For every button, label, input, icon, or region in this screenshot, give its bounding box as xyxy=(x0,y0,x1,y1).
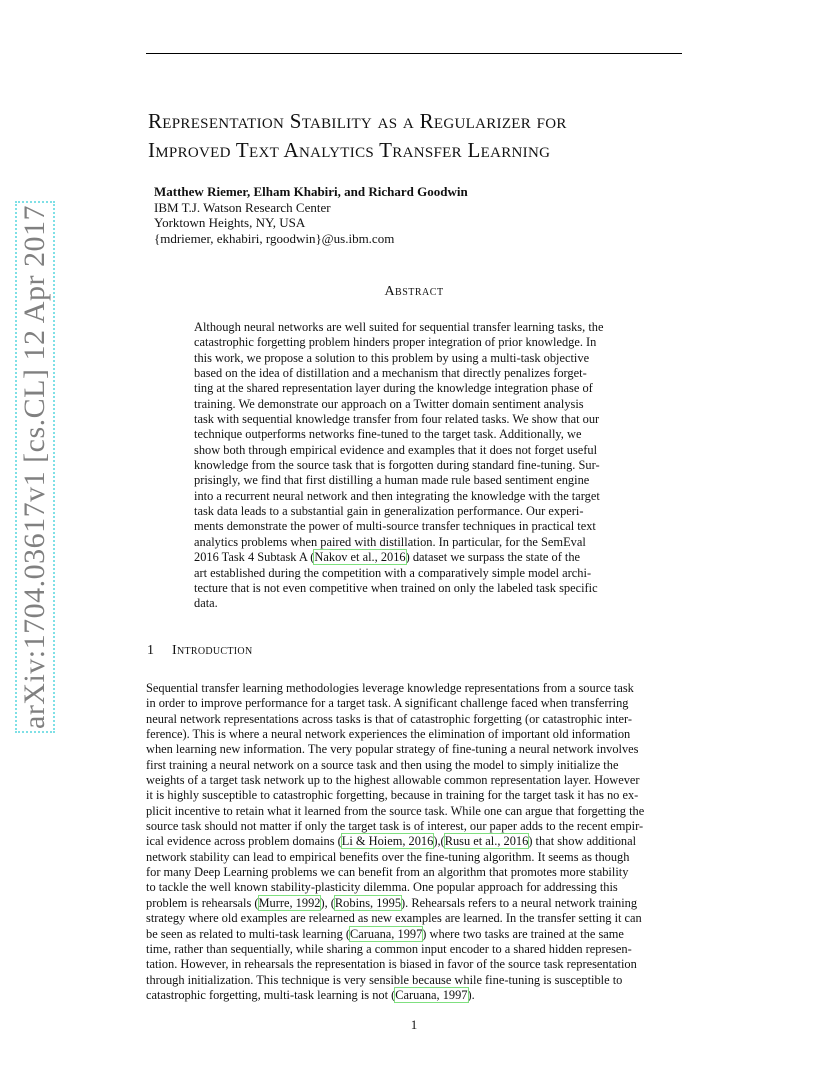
body-text-fragment: ),( xyxy=(433,834,445,849)
abstract-line: task with sequential knowledge transfer from four related tasks. We show that our xyxy=(194,412,600,427)
citation-link-li-hoiem[interactable]: Li & Hoiem, 2016 xyxy=(341,834,434,849)
body-line: in order to improve performance for a target task. A significant challenge faced when transferring xyxy=(146,696,629,711)
citation-link-caruana[interactable]: Caruana, 1997 xyxy=(350,926,423,941)
body-text-fragment: problem is rehearsals ( xyxy=(146,895,259,910)
title-line-1: Representation Stability as a Regularizer for xyxy=(148,109,567,133)
body-line: Sequential transfer learning methodologies leverage knowledge representations from a source task xyxy=(146,681,634,695)
abstract-line-tail: ) dataset we surpass the state of the xyxy=(405,550,581,565)
abstract-line: this work, we propose a solution to this problem by using a multi-task objective xyxy=(194,350,590,365)
author-location: Yorktown Heights, NY, USA xyxy=(154,215,306,230)
citation-link-nakov[interactable]: Nakov et al., 2016 xyxy=(314,550,406,565)
body-line-with-citations xyxy=(146,896,686,911)
body-line: to tackle the well known stability-plasticity dilemma. One popular approach for addressing this xyxy=(146,880,618,895)
abstract-line: Although neural networks are well suited for sequential transfer learning tasks, the xyxy=(194,320,604,334)
body-line-with-citation xyxy=(146,927,686,942)
body-line: when learning new information. The very popular strategy of fine-tuning a neural network involves xyxy=(146,742,639,757)
citation-link-caruana-2[interactable]: Caruana, 1997 xyxy=(395,987,468,1002)
body-line: weights of a target task network up to the highest allowable common representation layer. However xyxy=(146,773,640,788)
abstract-line: show both through empirical evidence and examples that it does not forget useful xyxy=(194,442,598,457)
body-line: first training a neural network on a source task and then using the model to simply initialize the xyxy=(146,757,619,772)
abstract-line: into a recurrent neural network and then integrating the knowledge with the target xyxy=(194,488,600,503)
body-text-fragment: ), ( xyxy=(320,895,335,910)
body-line: ference). This is where a neural network experiences the elimination of important old information xyxy=(146,727,631,742)
author-block xyxy=(154,184,468,246)
body-text-fragment: ical evidence across problem domains ( xyxy=(146,834,342,849)
paper-title xyxy=(148,107,708,165)
abstract-line: tecture that is not even competitive when trained on only the labeled task specific xyxy=(194,580,598,595)
abstract-line: ments demonstrate the power of multi-source transfer techniques in practical text xyxy=(194,519,596,534)
section-title: Introduction xyxy=(172,643,253,658)
abstract-line: technique outperforms networks fine-tuned to the target task. Additionally, we xyxy=(194,427,582,442)
page-number: 1 xyxy=(410,1017,418,1032)
abstract-line: knowledge from the source task that is forgotten during standard fine-tuning. Sur- xyxy=(194,458,600,473)
abstract-line: training. We demonstrate our approach on a Twitter domain sentiment analysis xyxy=(194,396,584,411)
abstract-line: data. xyxy=(194,596,218,611)
abstract-line: based on the idea of distillation and a mechanism that directly penalizes forget- xyxy=(194,366,587,381)
body-text-fragment: ). xyxy=(467,987,475,1002)
body-text-fragment: ). Rehearsals refers to a neural network training xyxy=(401,895,638,910)
citation-link-murre[interactable]: Murre, 1992 xyxy=(258,895,321,910)
header-rule xyxy=(146,53,682,54)
citation-link-rusu[interactable]: Rusu et al., 2016 xyxy=(444,834,529,849)
introduction-body xyxy=(146,681,686,1003)
body-line-with-citations xyxy=(146,834,686,849)
abstract-body xyxy=(194,320,634,612)
body-line: through initialization. This technique is very sensible because while fine-tuning is susceptible to xyxy=(146,972,623,987)
abstract-line-head: 2016 Task 4 Subtask A ( xyxy=(194,550,315,565)
arxiv-identifier-link[interactable]: arXiv:1704.03617v1 [cs.CL] 12 Apr 2017 xyxy=(18,205,51,729)
abstract-line: ting at the shared representation layer during the knowledge integration phase of xyxy=(194,381,593,396)
abstract-line: prisingly, we find that first distilling a human made rule based sentiment engine xyxy=(194,473,590,488)
citation-link-robins[interactable]: Robins, 1995 xyxy=(334,895,402,910)
abstract-line: task data leads to a substantial gain in generalization performance. Our experi- xyxy=(194,504,584,519)
abstract-line: catastrophic forgetting problem hinders proper integration of prior knowledge. In xyxy=(194,335,597,350)
section-number: 1 xyxy=(147,643,155,658)
body-text-fragment: ) where two tasks are trained at the same xyxy=(422,926,624,941)
author-names: Matthew Riemer, Elham Khabiri, and Richard Goodwin xyxy=(154,184,468,199)
body-line: strategy where old examples are relearned as new examples are learned. In the transfer setting it can xyxy=(146,911,642,926)
author-affiliation: IBM T.J. Watson Research Center xyxy=(154,199,331,215)
body-text-fragment: catastrophic forgetting, multi-task learning is not ( xyxy=(146,987,396,1002)
abstract-line: analytics problems when paired with distillation. In particular, for the SemEval xyxy=(194,534,586,549)
body-line: neural network representations across tasks is that of catastrophic forgetting (or catastrophic inter- xyxy=(146,711,633,726)
body-line: time, rather than sequentially, while sharing a common input encoder to a shared hidden represen- xyxy=(146,941,632,956)
body-line: network stability can lead to empirical benefits over the fine-tuning algorithm. It seems as though xyxy=(146,849,630,864)
body-line: plicit incentive to retain what it learned from the source task. While one can argue that forgetting the xyxy=(146,803,645,818)
body-line: source task should not matter if only the target task is of interest, our paper adds to the recent empir- xyxy=(146,819,644,834)
body-text-fragment: ) that show additional xyxy=(528,834,637,849)
abstract-heading: Abstract xyxy=(384,284,444,299)
author-email: {mdriemer, ekhabiri, rgoodwin}@us.ibm.com xyxy=(154,230,395,246)
abstract-line: art established during the competition with a comparatively simple model archi- xyxy=(194,565,592,580)
section-heading xyxy=(147,643,252,659)
body-line: for many Deep Learning problems we can benefit from an algorithm that promotes more stability xyxy=(146,865,629,880)
abstract-line-with-citation xyxy=(194,550,634,565)
title-line-2: Improved Text Analytics Transfer Learning xyxy=(148,138,551,162)
body-line-with-citation xyxy=(146,988,686,1003)
body-line: tation. However, in rehearsals the representation is biased in favor of the source task representation xyxy=(146,957,637,972)
body-text-fragment: be seen as related to multi-task learning ( xyxy=(146,926,351,941)
body-line: it is highly susceptible to catastrophic forgetting, because in training for the target task it has no ex- xyxy=(146,788,639,803)
